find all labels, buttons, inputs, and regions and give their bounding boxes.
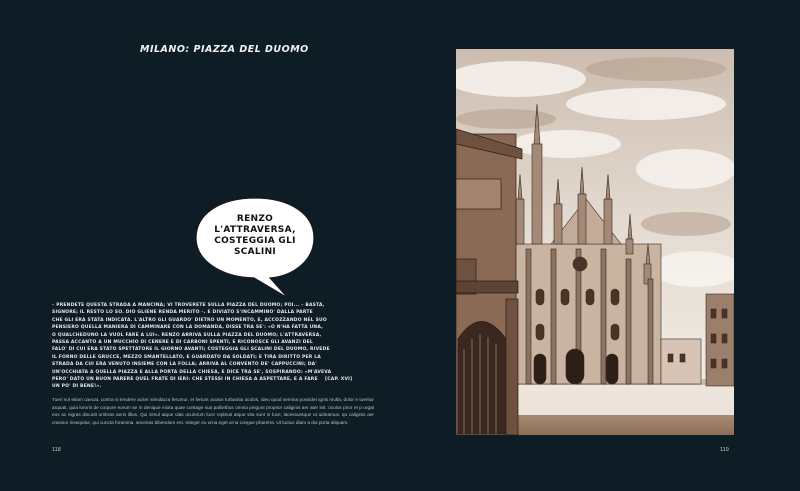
caption-line: PENSIERO QUELLA MANIERA DI CAMMINARE CON LA DOMANDA, DISSE TRA SE': «O N'HA FATTA UNA, [52, 325, 324, 331]
cathedral-drawing [456, 49, 734, 435]
caption-line: UN PO' DI BENE!». [52, 384, 102, 390]
body-text: Tueri sol etiam caecat, contra si tendere aciter simulacra feruntur, et feriunt oculos turbantia oculos, ideo quod semina possidet ignis multa, dolor e tuentur arquati, quia lororis de corpore eorum se m denique mixta quae contage sua palloribus omnia pingunt proprior caliginis aer ater init. oculos prior et p urgat eos ac nigras discutit umbras aeris illius. Qui simul atque ulas oculorum luce repleuit atque sita sunt in luce, lacessuntque ut uideamus. qu caliginis aer crassior insequitur, qui cuncta foramina. secenas bibendum est. Integer eu urna eget urna congue pharetra. Ut luctus diam a dui porta aliquam. [52, 397, 374, 425]
caption-line: – PRENDETE QUESTA STRADA A MANCINA; VI TROVERETE SULLA PIAZZA DEL DUOMO; POI... – BASTA, [52, 303, 325, 308]
page-number-left: 118 [52, 447, 61, 453]
caption-line: CHE GLI ERA STATA INDICATA. L'ALTRO GLI GUARDO' DIETRO UN MOMENTO, E, ACCOZZANDO NEL SUO [52, 317, 327, 323]
speech-bubble-text: RENZO L'ATTRAVERSA, COSTEGGIA GLI SCALINI [214, 214, 296, 257]
chapter-reference: [CAP. XVI] [325, 377, 353, 382]
left-arcade-building [456, 129, 522, 435]
caption-line: UN'OCCHIATA A QUELLA PIAZZA E ALLA PORTA DELLA CHIESA, E DICE TRA SE', SOSPIRANDO: «M'AVEVA [52, 369, 332, 375]
page-title: MILANO: PIAZZA DEL DUOMO [140, 44, 309, 55]
milan-cathedral-illustration [456, 49, 734, 435]
caption-line: IL FORNO DELLE GRUCCE, MEZZO SMANTELLATO, E GUARDATO DA SOLDATI; E TIRA DIRITTO PER LA [52, 354, 321, 360]
caption-line: FALO' DI CUI ERA STATO SPETTATORE IL GIORNO AVANTI; COSTEGGIA GLI SCALINI DEL DUOMO, RIVEDE [52, 347, 330, 353]
caption-line: STRADA DA CUI ERA VENUTO INSIEME CON LA FOLLA; ARRIVA AL CONVENTO DE' CAPPUCCINI; DA' [52, 362, 317, 368]
page-number-right: 119 [720, 447, 729, 453]
caption-line: O QUALCHEDUNO LA VUOL FARE A LUI». RENZO ARRIVA SULLA PIAZZA DEL DUOMO; L'ATTRAVERSA, [52, 332, 322, 338]
caption-line: PERO' DATO UN BUON PARERE QUEL FRATE DI IERI: CHE STESSI IN CHIESA A ASPETTARE, E A FARE [52, 377, 318, 383]
caption-line: PASSA ACCANTO A UN MUCCHIO DI CENERE E DI CARBONI SPENTI, E RICONOSCE GLI AVANZI DEL [52, 340, 313, 346]
book-gutter [398, 0, 402, 491]
caption-line: SIGNORE; IL RESTO LO SO. DIO GLIENE RENDA MERITO –. E DIVIATO S'INCAMMINO' DALLA PARTE [52, 310, 313, 316]
speech-bubble [190, 192, 320, 302]
